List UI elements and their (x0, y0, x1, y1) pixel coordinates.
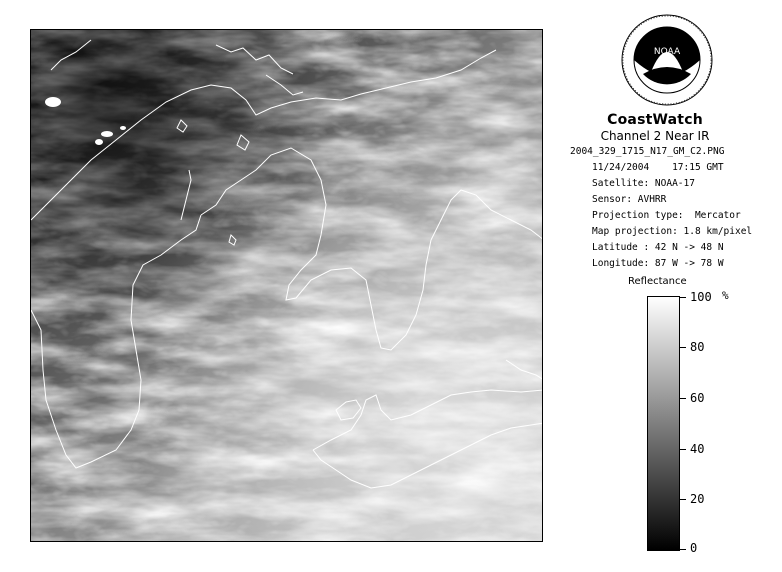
colorbar-tick (680, 549, 686, 550)
map-projection: Map projection: 1.8 km/pixel (592, 226, 753, 237)
satellite-image (30, 29, 543, 542)
colorbar-tick (680, 347, 686, 348)
colorbar-tick-label: 60 (690, 391, 705, 405)
colorbar-tick (680, 297, 686, 298)
colorbar-title: Reflectance (628, 276, 687, 287)
sensor-label: Sensor: AVHRR (592, 194, 667, 205)
noaa-logo-icon (621, 14, 713, 106)
noaa-logo (621, 14, 713, 106)
channel-label: Channel 2 Near IR (600, 129, 710, 143)
colorbar-unit: % (722, 289, 729, 302)
colorbar-tick-label: 100 (690, 290, 712, 304)
longitude-range: Longitude: 87 W -> 78 W (592, 258, 724, 269)
latitude-range: Latitude : 42 N -> 48 N (592, 242, 724, 253)
product-title: CoastWatch (607, 112, 703, 128)
colorbar-tick (680, 398, 686, 399)
colorbar-tick (680, 449, 686, 450)
filename-label: 2004_329_1715_N17_GM_C2.PNG (570, 146, 725, 157)
colorbar-tick-label: 20 (690, 492, 705, 506)
colorbar-tick-label: 0 (690, 541, 698, 555)
colorbar-tick-label: 80 (690, 340, 705, 354)
satellite-image-canvas (31, 30, 543, 542)
colorbar (647, 296, 680, 551)
projection-type: Projection type: Mercator (592, 210, 741, 221)
colorbar-tick-label: 40 (690, 442, 705, 456)
satellite-label: Satellite: NOAA-17 (592, 178, 695, 189)
noaa-logo-text: NOAA (653, 47, 681, 57)
colorbar-tick (680, 499, 686, 500)
date-time: 11/24/2004 17:15 GMT (592, 162, 724, 173)
